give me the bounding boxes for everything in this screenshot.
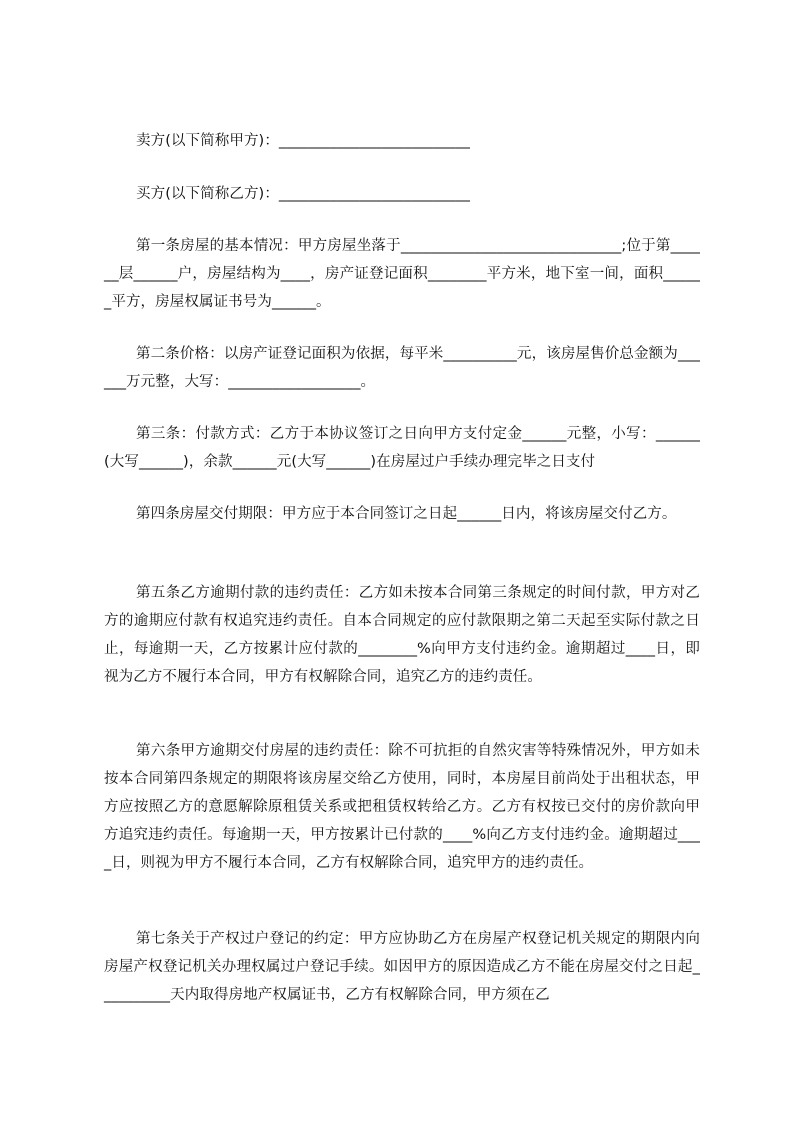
article-4-delivery: 第四条房屋交付期限：甲方应于本合同签订之日起______日内，将该房屋交付乙方。 <box>136 506 677 522</box>
buyer-line: 买方(以下简称乙方)：__________________________ <box>136 186 471 202</box>
article-2-price: 第二条价格：以房产证登记面积为依据，每平米__________元，该房屋售价总金额为______万元整，大写：__________________。 <box>104 346 700 390</box>
article-5-buyer-liability: 第五条乙方逾期付款的违约责任：乙方如未按本合同第三条规定的时间付款，甲方对乙方的逾期应付款有权追究违约责任。自本合同规定的应付款限期之第二天起至实际付款之日止，每逾期一天，乙方按累计应付款的________%向甲方支付违约金。逾期超过____日，即视为乙方不履行本合同，甲方有权解除合同，追究乙方的违约责任。 <box>104 585 700 685</box>
article-1-property-info: 第一条房屋的基本情况：甲方房屋坐落于______________________________;位于第______层______户，房屋结构为____，房产证登记面积________平方米，地下室一间，面积______平方，房屋权属证书号为______。 <box>104 238 700 310</box>
article-3-payment: 第三条：付款方式：乙方于本协议签订之日向甲方支付定金______元整，小写：______(大写______)，余款______元(大写______)在房屋过户手续办理完毕之日支付 <box>104 426 700 470</box>
article-7-title-transfer: 第七条关于产权过户登记的约定：甲方应协助乙方在房屋产权登记机关规定的期限内向房屋产权登记机关办理权属过户登记手续。如因甲方的原因造成乙方不能在房屋交付之日起__________天内取得房地产权属证书，乙方有权解除合同，甲方须在乙 <box>104 931 700 1003</box>
article-6-seller-liability: 第六条甲方逾期交付房屋的违约责任：除不可抗拒的自然灾害等特殊情况外，甲方如未按本合同第四条规定的期限将该房屋交给乙方使用，同时，本房屋目前尚处于出租状态，甲方应按照乙方的意愿解除原租赁关系或把租赁权转给乙方。乙方有权按已交付的房价款向甲方追究违约责任。每逾期一天，甲方按累计已付款的____%向乙方支付违约金。逾期超过____日，则视为甲方不履行本合同，乙方有权解除合同，追究甲方的违约责任。 <box>104 743 700 871</box>
seller-line: 卖方(以下简称甲方)：__________________________ <box>136 133 471 149</box>
